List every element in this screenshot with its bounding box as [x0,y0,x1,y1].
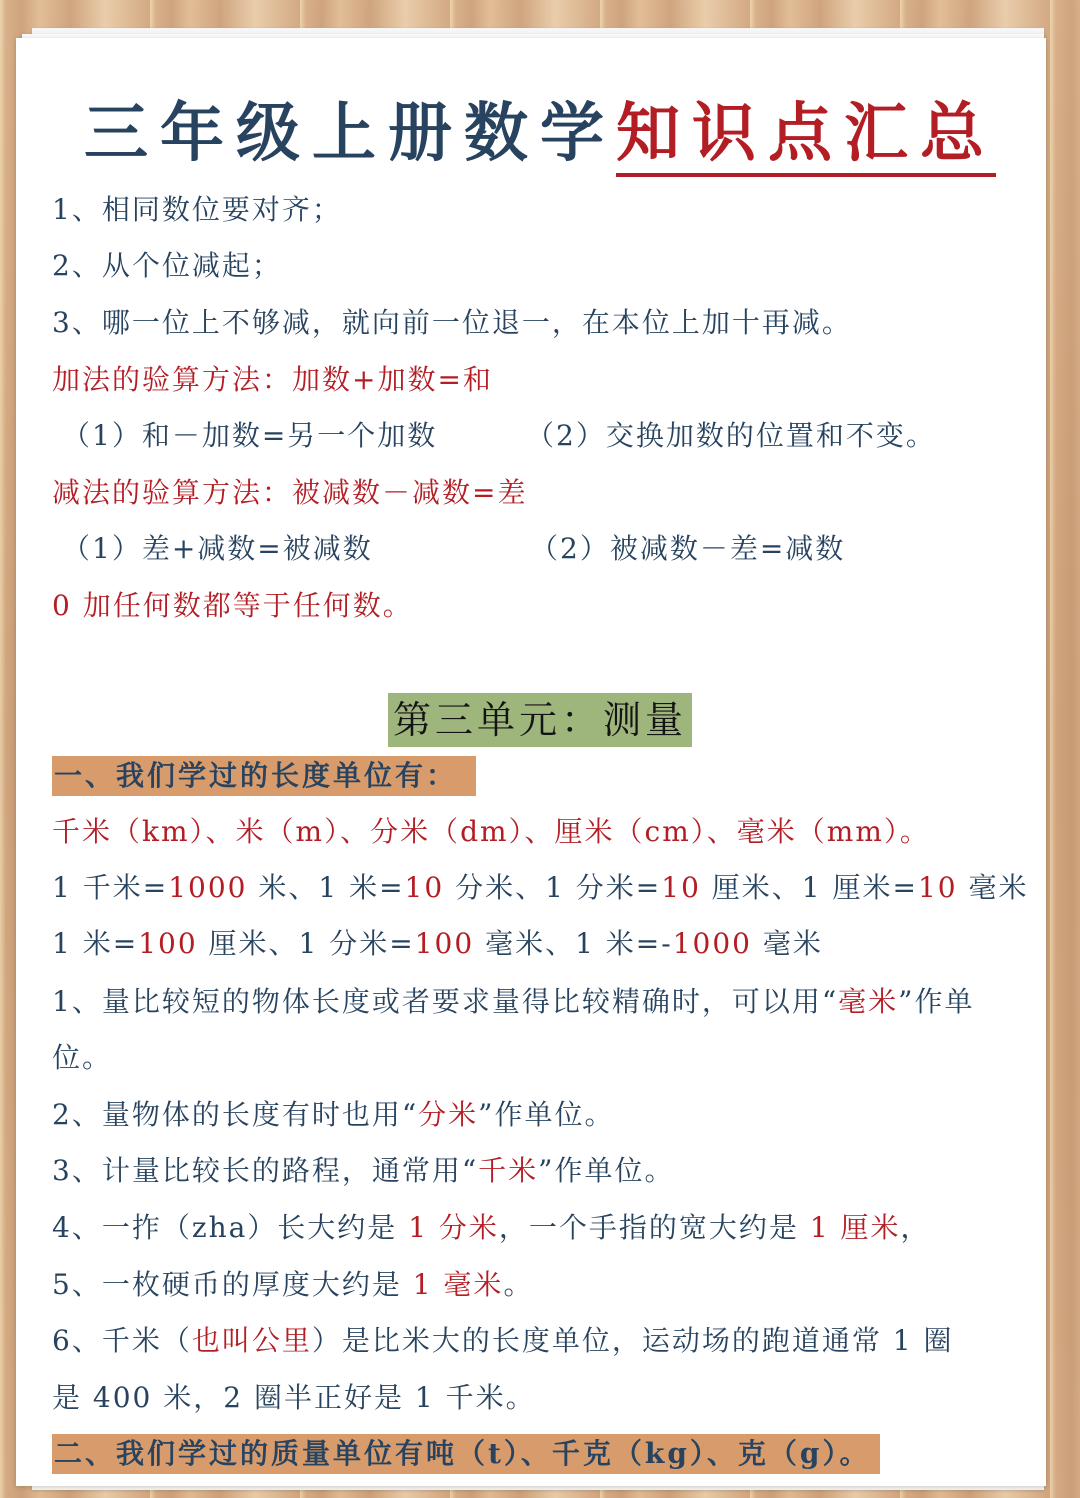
section-1-heading: 一、我们学过的长度单位有： [52,756,476,796]
point-text: ，一个手指的宽大约是 [498,1211,810,1244]
conversion-line-2 [52,926,823,962]
rule-2: 2、从个位减起； [52,249,282,282]
conv-value: 10 [404,871,445,904]
conv-value: 1000 [672,927,752,960]
conversion-line-1 [52,870,1029,906]
addition-check-heading: 加法的验算方法：加数+加数=和 [52,363,493,396]
point-highlight: 千米 [478,1154,539,1187]
subtraction-check-item-2: （2）被减数－差=减数 [530,532,846,565]
length-units-line: 千米（km）、米（m）、分米（dm）、厘米（cm）、毫米（mm）。 [52,815,930,848]
point-1 [52,984,974,1020]
point-highlight: 也叫公里 [191,1324,312,1357]
conv-text: 毫米 [751,927,823,960]
point-highlight: 1 分米 [408,1211,499,1244]
addition-check-item-1: （1）和－加数=另一个加数 [62,419,438,452]
point-highlight: 分米 [418,1098,479,1131]
point-2 [52,1097,614,1133]
point-1-continued: 位。 [52,1041,113,1074]
conv-text: 厘米、1 分米= [197,927,415,960]
addition-check-item-2: （2）交换加数的位置和不变。 [526,419,936,452]
point-text: ”作单位。 [538,1154,675,1187]
subtraction-check-item-1: （1）差+减数=被减数 [62,532,373,565]
point-highlight: 毫米 [838,985,899,1018]
zero-rule: 0 加任何数都等于任何数。 [52,589,413,622]
conv-text: 米、1 米= [247,871,405,904]
point-text: 3、计量比较长的路程，通常用“ [52,1154,479,1187]
title-main: 三年级上册数学 [84,96,616,171]
page-title [0,82,1080,174]
point-text: 5、一枚硬币的厚度大约是 [52,1268,413,1301]
conv-text: 毫米 [957,871,1029,904]
section-2-heading: 二、我们学过的质量单位有吨（t）、千克（kg）、克（g）。 [52,1434,880,1474]
point-text: ”作单 [898,985,975,1018]
unit-heading: 第三单元：测量 [388,693,692,747]
point-text: 。 [503,1268,534,1301]
conv-text: 毫米、1 米=- [474,927,673,960]
point-6-continued: 是 400 米，2 圈半正好是 1 千米。 [52,1381,536,1414]
rule-3: 3、哪一位上不够减，就向前一位退一，在本位上加十再减。 [52,306,852,339]
point-highlight: 1 毫米 [412,1268,504,1301]
point-text: 6、千米（ [52,1324,192,1357]
conv-value: 10 [661,871,701,904]
point-text: ”作单位。 [478,1098,615,1131]
point-text: 1、量比较短的物体长度或者要求量得比较精确时，可以用“ [52,985,839,1018]
conv-text: 1 千米= [52,871,169,904]
point-text: 4、一拃（zha）长大约是 [52,1211,409,1244]
point-text: ， [900,1211,931,1244]
conv-value: 1000 [168,871,248,904]
conv-text: 1 米= [52,927,139,960]
conv-value: 100 [138,927,198,960]
conv-text: 分米、1 分米= [444,871,662,904]
title-highlight: 知识点汇总 [616,96,996,177]
point-5 [52,1267,533,1303]
rule-1: 1、相同数位要对齐； [52,193,342,226]
point-highlight: 1 厘米 [809,1211,901,1244]
subtraction-check-heading: 减法的验算方法：被减数－减数=差 [52,476,528,509]
point-text: ）是比米大的长度单位，运动场的跑道通常 1 圈 [311,1324,954,1357]
point-text: 2、量物体的长度有时也用“ [52,1098,419,1131]
conv-text: 厘米、1 厘米= [700,871,918,904]
point-3 [52,1153,674,1189]
point-6 [52,1323,953,1359]
conv-value: 100 [414,927,475,960]
conv-value: 10 [917,871,958,904]
point-4 [52,1210,931,1246]
